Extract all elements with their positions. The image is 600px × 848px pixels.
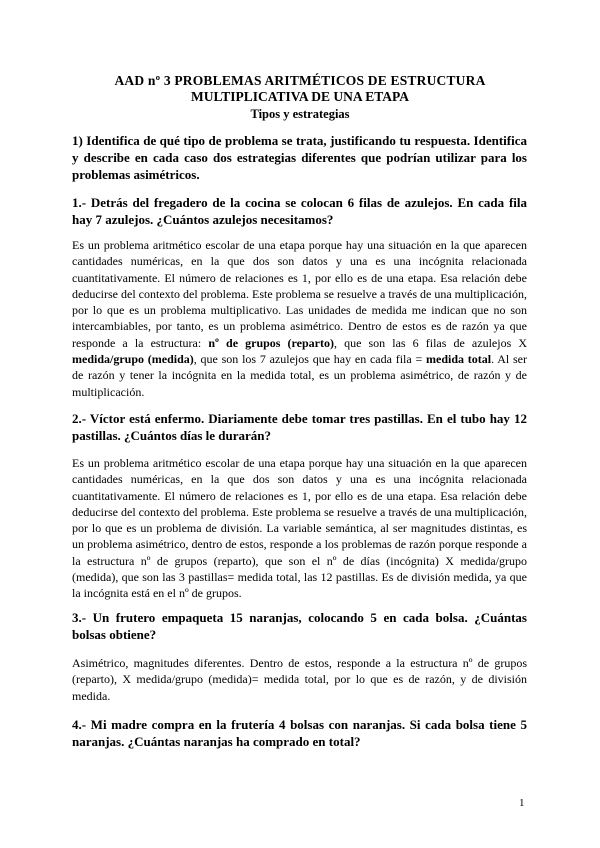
problem-2-question: 2.- Víctor está enfermo. Diariamente debe tomar tres pastillas. En el tubo hay 12 pastillas. ¿Cuántos días le durarán? — [72, 411, 527, 443]
problem-3-question: 3.- Un frutero empaqueta 15 naranjas, colocando 5 en cada bolsa. ¿Cuántas bolsas obtiene? — [72, 610, 527, 642]
document-title-line-2: MULTIPLICATIVA DE UNA ETAPA — [191, 89, 409, 104]
document-title-line-1: AAD nº 3 PROBLEMAS ARITMÉTICOS DE ESTRUCTURA — [114, 73, 486, 88]
problem-3-answer: Asimétrico, magnitudes diferentes. Dentro de estos, responde a la estructura nº de grupos (reparto), X medida/grupo (medida)= medida total, por lo que es de razón, y de división medida. — [72, 656, 527, 703]
document-subtitle: Tipos y estrategias — [250, 107, 350, 121]
answer-bold-term: nº de grupos (reparto) — [208, 335, 334, 350]
answer-bold-term: medida total — [426, 352, 492, 367]
problem-1-question: 1.- Detrás del fregadero de la cocina se colocan 6 filas de azulejos. En cada fila hay 7 azulejos. ¿Cuántos azulejos necesitamos? — [72, 195, 527, 227]
answer-text: . Al ser de razón y tener la incógnita en la medida total, es un problema asimétrico, de razón y de multiplicación. — [72, 352, 527, 399]
answer-text: , que son las 6 filas de azulejos X — [333, 335, 527, 350]
answer-bold-term: medida/grupo (medida) — [72, 352, 194, 367]
instruction-heading: 1) Identifica de qué tipo de problema se trata, justificando tu respuesta. Identifica y describe en cada caso dos estrategias diferentes que podrían utilizar para los problemas asimétricos. — [72, 133, 527, 182]
problem-2-answer: Es un problema aritmético escolar de una etapa porque hay una situación en la que aparecen cantidades numéricas, en la que dos son datos y una es una incógnita relacionada cuantitativamente. El número de relaciones es 1, por ello es de una etapa. Esa relación debe deducirse del contexto del problema. Este problema se resuelve a través de una multiplicación, por lo que es un problema de división. La variable semántica, al ser magnitudes distintas, es un problema asimétrico, dentro de estos, responde a los problemas de razón porque responde a la estructura nº de grupos (reparto), que son el nº de días (incógnita) X medida/grupo (medida), que son las 3 pastillas= medida total, las 12 pastillas. Es de división medida, ya que la incógnita está en el nº de grupos. — [72, 456, 527, 601]
problem-1-answer — [72, 237, 527, 400]
page-number: 1 — [519, 797, 525, 809]
answer-text: Es un problema aritmético escolar de una etapa porque hay una situación en la que aparecen cantidades numéricas, en la que dos son datos y una es una incógnita relacionada cuantitativamente. El número de relaciones es 1, por ello es de una etapa. Esa relación debe deducirse del contexto del problema. Este problema se resuelve a través de una multiplicación, por lo que es un problema multiplicativo. Las unidades de medida me indican que no son intercambiables, por tanto, es un problema asimétrico. Dentro de estos es de razón ya que responde a la estructura: — [72, 238, 527, 350]
problem-4-question: 4.- Mi madre compra en la frutería 4 bolsas con naranjas. Si cada bolsa tiene 5 naranjas. ¿Cuántas naranjas ha comprado en total? — [72, 717, 527, 749]
answer-text: , que son los 7 azulejos que hay en cada fila = — [193, 352, 427, 367]
